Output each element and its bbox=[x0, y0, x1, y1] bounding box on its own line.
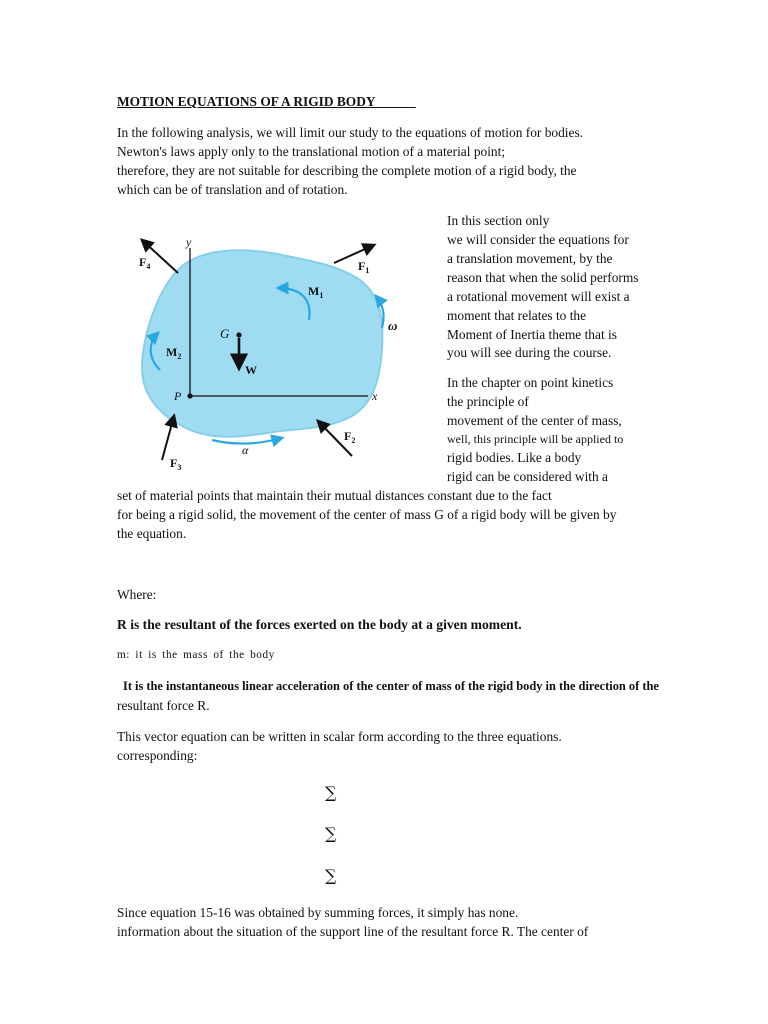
p-label: P bbox=[174, 389, 182, 403]
sigma-symbol-1: ∑ bbox=[325, 783, 337, 802]
where-label: Where: bbox=[117, 587, 157, 602]
continuation-line-1: set of material points that maintain their mutual distances constant due to the fact bbox=[117, 488, 552, 503]
rigid-body-figure bbox=[112, 218, 417, 480]
force-f1-arrow bbox=[334, 245, 374, 263]
w-label: W bbox=[245, 363, 257, 377]
side-text-2-line-2: the principle of bbox=[447, 394, 529, 409]
intro-line-2: Newton's laws apply only to the translational motion of a material point; bbox=[117, 144, 506, 159]
m-definition: m: it is the mass of the body bbox=[117, 649, 275, 661]
sigma-symbol-3: ∑ bbox=[325, 866, 337, 885]
omega-label: ω bbox=[388, 318, 398, 333]
scalar-text-line-1: This vector equation can be written in scalar form according to the three equations. bbox=[117, 729, 562, 744]
m2-label: $M_2$ bbox=[166, 345, 182, 361]
f3-label: $F_3$ bbox=[170, 456, 182, 472]
rigid-body-shape bbox=[142, 250, 382, 436]
intro-line-4: which can be of translation and of rotation. bbox=[117, 182, 348, 197]
f4-label: $F_4$ bbox=[139, 255, 151, 271]
side-text-2-line-6: rigid can be considered with a bbox=[447, 469, 609, 484]
y-axis-label: y bbox=[186, 235, 192, 249]
side-text-1-line-2: we will consider the equations for bbox=[447, 232, 629, 247]
x-axis-label: x bbox=[372, 389, 378, 403]
point-p bbox=[187, 393, 192, 398]
closing-text-line-2: information about the situation of the support line of the resultant force R. The center of bbox=[117, 924, 589, 939]
center-of-mass-g bbox=[236, 332, 241, 337]
side-text-1-line-4: reason that when the solid performs bbox=[447, 270, 639, 285]
g-label: G bbox=[220, 326, 230, 341]
r-definition: R is the resultant of the forces exerted on the body at a given moment. bbox=[117, 617, 522, 632]
side-text-1-line-6: moment that relates to the bbox=[447, 308, 587, 323]
continuation-line-2: for being a rigid solid, the movement of the center of mass G of a rigid body will be given by bbox=[117, 507, 617, 522]
side-text-2-line-1: In the chapter on point kinetics bbox=[447, 375, 614, 390]
f2-label: $F_2$ bbox=[344, 429, 356, 445]
closing-text-line-1: Since equation 15-16 was obtained by summing forces, it simply has none. bbox=[117, 905, 519, 920]
side-text-1-line-8: you will see during the course. bbox=[447, 345, 612, 360]
accel-definition-line-1: It is the instantaneous linear acceleration of the center of mass of the rigid body in the direction of the bbox=[123, 679, 659, 693]
document-title bbox=[117, 92, 416, 111]
side-text-1-line-5: a rotational movement will exist a bbox=[447, 289, 630, 304]
force-f3-arrow bbox=[162, 416, 174, 460]
m1-label: $M_1$ bbox=[308, 284, 324, 300]
intro-line-1: In the following analysis, we will limit our study to the equations of motion for bodies. bbox=[117, 125, 584, 140]
title-text: MOTION EQUATIONS OF A RIGID BODY bbox=[117, 94, 376, 109]
side-text-1-line-7: Moment of Inertia theme that is bbox=[447, 327, 617, 342]
side-text-2-line-5: rigid bodies. Like a body bbox=[447, 450, 582, 465]
intro-line-3: therefore, they are not suitable for describing the complete motion of a rigid body, the bbox=[117, 163, 577, 178]
accel-definition-line-2: resultant force R. bbox=[117, 698, 210, 713]
alpha-label: α bbox=[242, 443, 249, 457]
scalar-text-line-2: corresponding: bbox=[117, 748, 198, 763]
side-text-2-line-4: well, this principle will be applied to bbox=[447, 432, 624, 446]
continuation-line-3: the equation. bbox=[117, 526, 187, 541]
sigma-symbol-2: ∑ bbox=[325, 824, 337, 843]
side-text-2-line-3: movement of the center of mass, bbox=[447, 413, 622, 428]
f1-label: $F_1$ bbox=[358, 259, 370, 275]
side-text-1-line-3: a translation movement, by the bbox=[447, 251, 613, 266]
side-text-1-line-1: In this section only bbox=[447, 213, 550, 228]
